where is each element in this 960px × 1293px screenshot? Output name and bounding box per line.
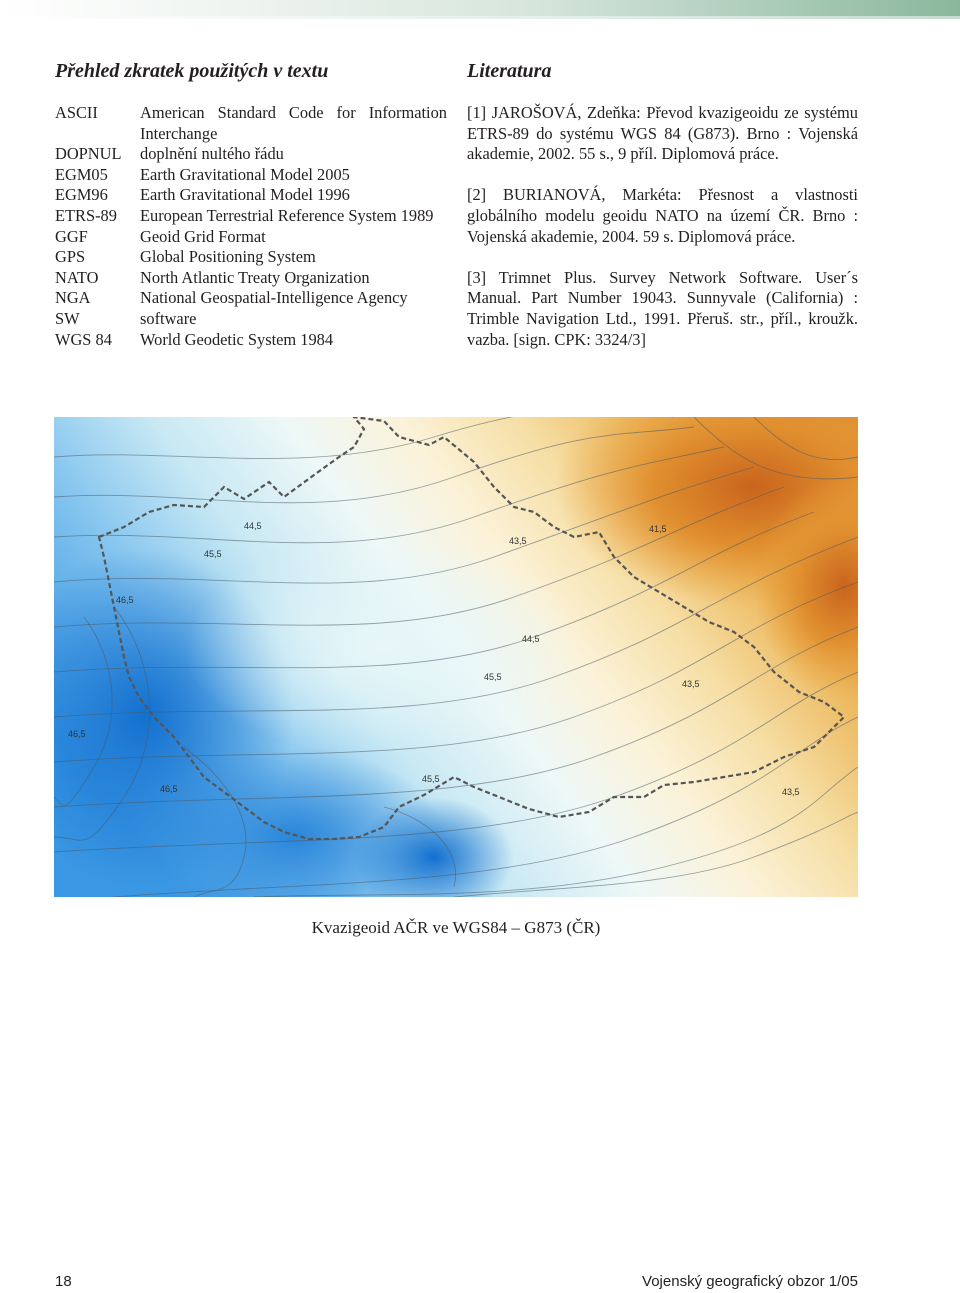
references-list <box>467 103 858 371</box>
abbreviation-row <box>55 103 447 144</box>
abbreviation-code: EGM05 <box>55 164 108 184</box>
contour-label: 46,5 <box>160 784 178 794</box>
abbreviation-description: European Terrestrial Reference System 1989 <box>140 205 434 225</box>
contour-label: 43,5 <box>509 536 527 546</box>
contour-label: 44,5 <box>522 634 540 644</box>
decorative-header-bar <box>0 0 960 16</box>
abbreviation-code: ASCII <box>55 103 98 122</box>
abbreviation-description: Earth Gravitational Model 1996 <box>140 185 350 205</box>
abbreviation-code: GGF <box>55 226 88 246</box>
abbreviation-code: DOPNUL <box>55 144 122 164</box>
abbreviation-description: doplnění nultého řádu <box>140 144 284 164</box>
reference-item: [1] JAROŠOVÁ, Zdeňka: Převod kvazigeoidu ze systému ETRS-89 do systému WGS 84 (G873). Brno : Vojenská akademie, 2002. 55 s., 9 příl. Diplomová práce. <box>467 103 858 164</box>
page-number: 18 <box>55 1273 72 1290</box>
contour-label: 43,5 <box>682 679 700 689</box>
contour-label: 46,5 <box>68 729 86 739</box>
abbreviation-row <box>55 144 447 165</box>
reference-item: [3] Trimnet Plus. Survey Network Software. User´s Manual. Part Number 19043. Sunnyvale (California) : Trimble Navigation Ltd., 1991. Přeruš. str., příl., kroužk. vazba. [sign. CPK: 3324/3] <box>467 267 858 349</box>
abbreviations-list <box>55 103 447 350</box>
contour-label: 45,5 <box>204 549 222 559</box>
journal-name: Vojenský geografický obzor 1/05 <box>642 1273 858 1290</box>
abbreviation-description: software <box>140 308 197 328</box>
abbreviation-row <box>55 185 447 206</box>
abbreviation-code: GPS <box>55 247 86 267</box>
contour-label: 46,5 <box>116 595 134 605</box>
references-heading: Literatura <box>467 60 552 82</box>
abbreviation-description: North Atlantic Treaty Organization <box>140 267 370 287</box>
abbreviation-code: WGS 84 <box>55 329 112 349</box>
abbreviation-row <box>55 309 447 330</box>
contour-label: 43,5 <box>782 787 800 797</box>
map-mid-area <box>184 537 584 757</box>
abbreviation-description: Global Positioning System <box>140 247 316 267</box>
abbreviation-description: Geoid Grid Format <box>140 226 266 246</box>
contour-label: 45,5 <box>422 774 440 784</box>
abbreviations-heading: Přehled zkratek použitých v textu <box>55 60 329 82</box>
abbreviation-code: EGM96 <box>55 185 108 205</box>
abbreviation-row <box>55 330 447 351</box>
abbreviation-description: Earth Gravitational Model 2005 <box>140 164 350 184</box>
contour-label: 45,5 <box>484 672 502 682</box>
abbreviation-code: NGA <box>55 288 91 308</box>
abbreviation-code: SW <box>55 308 80 328</box>
figure-caption: Kvazigeoid AČR ve WGS84 – G873 (ČR) <box>311 918 601 937</box>
contour-label: 41,5 <box>649 524 667 534</box>
quasigeoid-contour-map <box>54 417 858 897</box>
reference-item: [2] BURIANOVÁ, Markéta: Přesnost a vlastnosti globálního modelu geoidu NATO na území ČR. Brno : Vojenská akademie, 2004. 59 s. Diplomová práce. <box>467 185 858 246</box>
abbreviation-description: World Geodetic System 1984 <box>140 329 334 349</box>
abbreviation-row <box>55 206 447 227</box>
contour-label: 44,5 <box>244 521 262 531</box>
abbreviation-row <box>55 247 447 268</box>
abbreviation-row <box>55 288 447 309</box>
abbreviation-code: NATO <box>55 267 99 287</box>
abbreviation-row <box>55 268 447 289</box>
abbreviation-row <box>55 165 447 186</box>
abbreviation-row <box>55 227 447 248</box>
abbreviation-description: National Geospatial-Intelligence Agency <box>140 288 408 308</box>
abbreviation-description: American Standard Code for Information Interchange <box>140 103 447 143</box>
abbreviation-code: ETRS-89 <box>55 205 117 225</box>
